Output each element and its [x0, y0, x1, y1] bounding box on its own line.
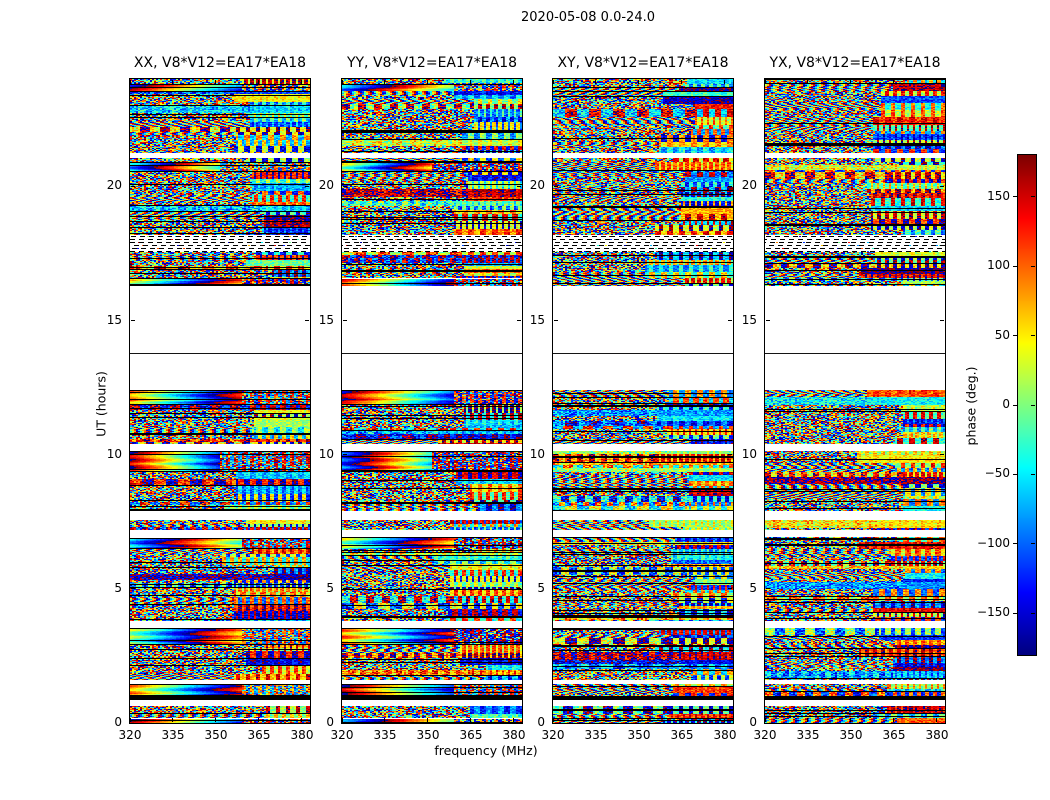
x-tick [172, 718, 173, 722]
x-tick [681, 80, 682, 84]
colorbar-tick [1031, 266, 1035, 267]
x-tick [427, 718, 428, 722]
colorbar-tick [1013, 335, 1017, 336]
colorbar-tick [1031, 613, 1035, 614]
y-tick [131, 588, 135, 589]
x-tick-label: 335 [584, 728, 608, 742]
colorbar-tick [1013, 266, 1017, 267]
colorbar-tick [1013, 474, 1017, 475]
x-tick [595, 80, 596, 84]
colorbar-tick [1013, 613, 1017, 614]
x-tick-label: 320 [330, 728, 354, 742]
x-tick [215, 80, 216, 84]
colorbar-tick-label: −150 [977, 605, 1010, 619]
x-tick-label: 365 [247, 728, 271, 742]
x-tick [172, 80, 173, 84]
x-tick [258, 80, 259, 84]
y-tick [766, 588, 770, 589]
colorbar-tick-label: 0 [1002, 397, 1010, 411]
x-tick [595, 718, 596, 722]
y-tick [554, 186, 558, 187]
y-tick-label: 15 [741, 313, 757, 327]
x-tick [850, 80, 851, 84]
y-tick [131, 454, 135, 455]
y-tick-label: 10 [106, 447, 122, 461]
y-tick-label: 10 [741, 447, 757, 461]
x-tick-label: 320 [541, 728, 565, 742]
x-tick [807, 718, 808, 722]
x-axis-label: frequency (MHz) [434, 743, 538, 758]
panel-xy [552, 78, 734, 724]
y-tick [343, 454, 347, 455]
y-tick [343, 186, 347, 187]
y-tick-label: 10 [529, 447, 545, 461]
x-tick [513, 80, 514, 84]
y-tick [766, 454, 770, 455]
panel-yy [341, 78, 523, 724]
x-tick-label: 350 [627, 728, 651, 742]
y-tick [343, 320, 347, 321]
y-tick [554, 588, 558, 589]
y-tick-label: 20 [318, 178, 334, 192]
x-tick-label: 350 [204, 728, 228, 742]
colorbar-tick [1031, 335, 1035, 336]
x-tick [936, 718, 937, 722]
y-tick [131, 723, 135, 724]
x-tick [301, 80, 302, 84]
x-tick-label: 380 [713, 728, 737, 742]
x-tick [724, 718, 725, 722]
x-tick [765, 718, 766, 722]
x-tick [893, 718, 894, 722]
y-tick-label: 20 [106, 178, 122, 192]
colorbar-tick [1031, 543, 1035, 544]
y-tick [131, 186, 135, 187]
panel-title-yy: YY, V8*V12=EA17*EA18 [346, 55, 518, 71]
x-tick [765, 80, 766, 84]
colorbar-tick [1013, 543, 1017, 544]
y-tick-label: 20 [741, 178, 757, 192]
y-tick [131, 320, 135, 321]
colorbar-tick-label: 50 [994, 328, 1010, 342]
x-tick-label: 320 [118, 728, 142, 742]
x-tick-label: 380 [502, 728, 526, 742]
x-tick [513, 718, 514, 722]
x-tick-label: 335 [161, 728, 185, 742]
x-tick-label: 350 [416, 728, 440, 742]
x-tick [850, 718, 851, 722]
x-tick-label: 380 [290, 728, 314, 742]
colorbar-tick [1031, 196, 1035, 197]
x-tick [215, 718, 216, 722]
panel-canvas-xx [130, 79, 310, 723]
x-tick [301, 718, 302, 722]
y-tick-label: 15 [106, 313, 122, 327]
panel-canvas-xy [553, 79, 733, 723]
y-tick-label: 15 [529, 313, 545, 327]
x-tick [130, 80, 131, 84]
y-tick-label: 5 [749, 581, 757, 595]
colorbar-tick-label: 100 [987, 258, 1010, 272]
x-tick [553, 718, 554, 722]
y-tick [766, 320, 770, 321]
y-tick-label: 10 [318, 447, 334, 461]
x-tick [470, 80, 471, 84]
y-tick-label: 5 [537, 581, 545, 595]
colorbar-tick [1013, 405, 1017, 406]
y-axis-label: UT (hours) [93, 371, 109, 437]
y-tick-label: 15 [318, 313, 334, 327]
y-tick [940, 723, 944, 724]
x-tick-label: 320 [753, 728, 777, 742]
x-tick [427, 80, 428, 84]
colorbar-tick [1031, 474, 1035, 475]
y-tick [940, 588, 944, 589]
x-tick-label: 350 [839, 728, 863, 742]
y-tick-label: 20 [529, 178, 545, 192]
panel-title-yx: YX, V8*V12=EA17*EA18 [769, 55, 941, 71]
colorbar-tick-label: 150 [987, 189, 1010, 203]
y-tick [766, 723, 770, 724]
y-tick [554, 454, 558, 455]
x-tick [384, 80, 385, 84]
y-tick-label: 0 [749, 715, 757, 729]
colorbar-tick-label: −50 [984, 466, 1010, 480]
x-tick [807, 80, 808, 84]
panel-title-xx: XX, V8*V12=EA17*EA18 [133, 55, 307, 71]
panel-xx [129, 78, 311, 724]
x-tick-label: 365 [459, 728, 483, 742]
x-tick-label: 380 [925, 728, 949, 742]
x-tick [638, 80, 639, 84]
x-tick [638, 718, 639, 722]
figure-title: 2020-05-08 0.0-24.0 [521, 10, 655, 25]
x-tick [936, 80, 937, 84]
panel-canvas-yx [765, 79, 945, 723]
y-tick [940, 454, 944, 455]
x-tick [681, 718, 682, 722]
x-tick-label: 335 [796, 728, 820, 742]
x-tick-label: 365 [882, 728, 906, 742]
y-tick [343, 723, 347, 724]
x-tick [342, 80, 343, 84]
panel-canvas-yy [342, 79, 522, 723]
y-tick-label: 5 [326, 581, 334, 595]
x-tick [384, 718, 385, 722]
x-tick [342, 718, 343, 722]
y-tick-label: 5 [114, 581, 122, 595]
colorbar-label: phase (deg.) [963, 366, 979, 446]
y-tick-label: 0 [326, 715, 334, 729]
colorbar-tick [1031, 405, 1035, 406]
x-tick [470, 718, 471, 722]
x-tick [553, 80, 554, 84]
panel-title-xy: XY, V8*V12=EA17*EA18 [557, 55, 729, 71]
y-tick [766, 186, 770, 187]
panel-yx [764, 78, 946, 724]
x-tick [258, 718, 259, 722]
y-tick [940, 320, 944, 321]
colorbar-tick-label: −100 [977, 536, 1010, 550]
colorbar-tick [1013, 196, 1017, 197]
x-tick [893, 80, 894, 84]
y-tick-label: 0 [537, 715, 545, 729]
x-tick [724, 80, 725, 84]
x-tick [130, 718, 131, 722]
x-tick-label: 365 [670, 728, 694, 742]
y-tick [554, 723, 558, 724]
y-tick-label: 0 [114, 715, 122, 729]
x-tick-label: 335 [373, 728, 397, 742]
y-tick [343, 588, 347, 589]
y-tick [940, 186, 944, 187]
y-tick [554, 320, 558, 321]
